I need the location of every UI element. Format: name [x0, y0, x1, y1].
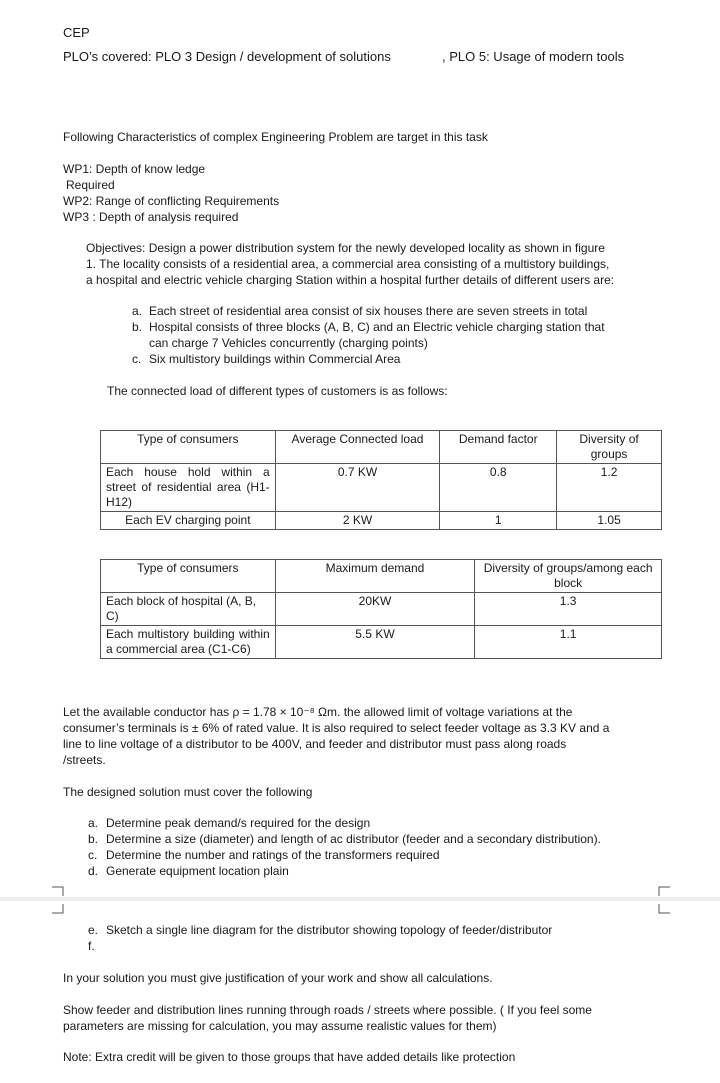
list-marker: b.: [88, 832, 99, 846]
table-cell: 1.3: [475, 593, 662, 626]
table-cell: Each EV charging point: [101, 512, 276, 530]
table-cell: Each multistory building within a commercial area (C1-C6): [101, 626, 276, 659]
wp3: WP3 : Depth of analysis required: [63, 210, 239, 224]
show-feeder-line2: parameters are missing for calculation, you may assume realistic values for them): [63, 1019, 497, 1033]
list-marker: a.: [132, 304, 143, 318]
table-row: [101, 512, 662, 530]
list-item: can charge 7 Vehicles concurrently (charging points): [149, 336, 428, 350]
corner-mark-icon: [52, 886, 64, 896]
list-item: Determine the number and ratings of the transformers required: [106, 848, 440, 862]
table-cell: 1.05: [557, 512, 662, 530]
show-feeder-line1: Show feeder and distribution lines running through roads / streets where possible. ( If you feel some: [63, 1003, 592, 1017]
table-header: Average Connected load: [275, 431, 440, 464]
solution-intro: The designed solution must cover the following: [63, 785, 313, 799]
table-cell: Each house hold within a street of residential area (H1-H12): [101, 464, 276, 512]
list-marker: b.: [132, 320, 143, 334]
table-header-row: [101, 431, 662, 464]
list-marker: a.: [88, 816, 99, 830]
list-marker: c.: [88, 848, 98, 862]
list-item: Six multistory buildings within Commercial Area: [149, 352, 401, 366]
list-item: Each street of residential area consist of six houses there are seven streets in total: [149, 304, 588, 318]
list-item: Generate equipment location plain: [106, 864, 289, 878]
table-row: [101, 626, 662, 659]
conductor-line1: Let the available conductor has ρ = 1.78 × 10⁻⁸ Ωm. the allowed limit of voltage variations at the: [63, 705, 573, 719]
connected-load-table: [100, 430, 662, 530]
intro-text: Following Characteristics of complex Engineering Problem are target in this task: [63, 130, 488, 144]
table-cell: Each block of hospital (A, B, C): [101, 593, 276, 626]
wp2: WP2: Range of conflicting Requirements: [63, 194, 280, 208]
maximum-demand-table: [100, 559, 662, 659]
table-header: Diversity of groups/among each block: [475, 560, 662, 593]
corner-mark-icon: [658, 886, 670, 896]
table-row: [101, 464, 662, 512]
list-item: Determine a size (diameter) and length of ac distributor (feeder and a secondary distribution).: [106, 832, 601, 846]
table-cell: 0.7 KW: [275, 464, 440, 512]
table-cell: 0.8: [440, 464, 557, 512]
objectives-line1: [86, 241, 605, 255]
list-marker: e.: [88, 923, 99, 937]
wp1: WP1: Depth of know ledge: [63, 162, 206, 176]
connected-load-intro: The connected load of different types of customers is as follows:: [107, 384, 448, 398]
table-cell: 1.1: [475, 626, 662, 659]
table-row: [101, 593, 662, 626]
corner-mark-icon: [658, 904, 670, 914]
extra-credit-note: Note: Extra credit will be given to those groups that have added details like protection: [63, 1050, 516, 1064]
objectives-line3: a hospital and electric vehicle charging Station within a hospital further details of different users are:: [86, 273, 615, 287]
objectives-line2: 1. The locality consists of a residential area, a commercial area consisting of a multistory buildings,: [86, 257, 610, 271]
objectives-label: Objectives:: [86, 241, 146, 255]
table-cell: 2 KW: [275, 512, 440, 530]
table-header-row: [101, 560, 662, 593]
table-cell: 1.2: [557, 464, 662, 512]
conductor-line3: line to line voltage of a distributor to be 400V, and feeder and distributor must pass along roads: [63, 737, 567, 751]
corner-mark-icon: [52, 904, 64, 914]
table-header: Diversity of groups: [557, 431, 662, 464]
table-header: Type of consumers: [101, 431, 276, 464]
table-cell: 20KW: [275, 593, 475, 626]
objectives-text: Design a power distribution system for the newly developed locality as shown in figure: [148, 241, 605, 255]
table-header: Type of consumers: [101, 560, 276, 593]
list-item: Hospital consists of three blocks (A, B, C) and an Electric vehicle charging station that: [149, 320, 605, 334]
table-cell: 5.5 KW: [275, 626, 475, 659]
list-marker: c.: [132, 352, 142, 366]
conductor-line4: /streets.: [63, 753, 106, 767]
justify-text: In your solution you must give justification of your work and show all calculations.: [63, 971, 493, 985]
page-break: [0, 897, 720, 901]
plo-covered: PLO’s covered: PLO 3 Design / development of solutions: [63, 49, 391, 64]
doc-code: CEP: [63, 25, 90, 40]
list-marker: d.: [88, 864, 99, 878]
conductor-line2: consumer’s terminals is ± 6% of rated value. It is also required to select feeder voltage as 3.3 KV and a: [63, 721, 610, 735]
plo-5: , PLO 5: Usage of modern tools: [442, 49, 625, 64]
table-cell: 1: [440, 512, 557, 530]
list-marker: f.: [88, 939, 95, 953]
wp1-cont: Required: [66, 178, 115, 192]
table-header: Maximum demand: [275, 560, 475, 593]
list-item: Determine peak demand/s required for the design: [106, 816, 371, 830]
list-item: Sketch a single line diagram for the distributor showing topology of feeder/distributor: [106, 923, 553, 937]
table-header: Demand factor: [440, 431, 557, 464]
